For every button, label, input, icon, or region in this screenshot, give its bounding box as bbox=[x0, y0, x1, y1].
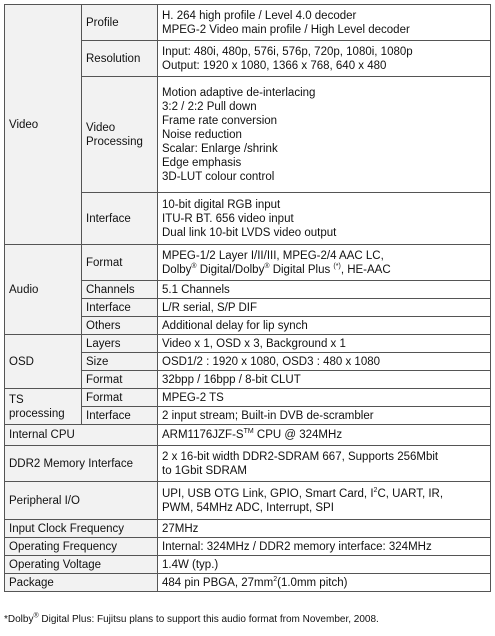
spec-value-internal-cpu bbox=[158, 425, 491, 446]
category-video: Video bbox=[5, 5, 82, 245]
spec-label-audio-interface: Interface bbox=[82, 299, 158, 317]
spec-value-size: OSD1/2 : 1920 x 1080, OSD3 : 480 x 1080 bbox=[158, 353, 491, 371]
spec-value-line: Edge emphasis bbox=[162, 156, 242, 169]
spec-label-audio-format: Format bbox=[82, 245, 158, 281]
spec-value-operating-voltage: 1.4W (typ.) bbox=[158, 556, 491, 574]
spec-label-line: Video bbox=[86, 121, 116, 134]
text-run: Digital Plus: Fujitsu plans to support this audio format from November, 2008. bbox=[38, 614, 379, 625]
table-row bbox=[5, 556, 491, 574]
registered-mark: ® bbox=[33, 612, 39, 620]
spec-value-input-clock: 27MHz bbox=[158, 520, 491, 538]
spec-value-package bbox=[158, 574, 491, 592]
spec-label-layers: Layers bbox=[82, 335, 158, 353]
text-run: (1.0mm pitch) bbox=[277, 576, 348, 589]
category-audio: Audio bbox=[5, 245, 82, 335]
spec-label-resolution: Resolution bbox=[82, 41, 158, 77]
spec-label-package: Package bbox=[5, 574, 158, 592]
spec-label-line: Processing bbox=[86, 135, 143, 148]
spec-value-osd-format: 32bpp / 16bpp / 8-bit CLUT bbox=[158, 371, 491, 389]
spec-value-line: Motion adaptive de-interlacing bbox=[162, 86, 316, 99]
spec-value-peripheral-io bbox=[158, 482, 491, 520]
text-run: 484 pin PBGA, 27mm bbox=[162, 576, 274, 589]
spec-label-peripheral-io: Peripheral I/O bbox=[5, 482, 158, 520]
spec-value-line: Scalar: Enlarge /shrink bbox=[162, 142, 278, 155]
category-line: processing bbox=[9, 407, 65, 420]
footnote bbox=[4, 614, 379, 626]
superscript: 2 bbox=[273, 575, 278, 583]
table-row bbox=[5, 482, 491, 520]
table-row bbox=[5, 446, 491, 482]
table-row bbox=[5, 574, 491, 592]
spec-label-operating-frequency: Operating Frequency bbox=[5, 538, 158, 556]
table-row bbox=[5, 520, 491, 538]
superscript: 2 bbox=[373, 486, 378, 494]
table-row bbox=[5, 335, 491, 353]
table-row bbox=[5, 5, 491, 41]
registered-mark: ® bbox=[191, 262, 197, 270]
table-row bbox=[5, 538, 491, 556]
text-run: CPU @ 324MHz bbox=[253, 429, 343, 441]
spec-value-ts-format: MPEG-2 TS bbox=[158, 389, 491, 407]
spec-value-line: Input: 480i, 480p, 576i, 576p, 720p, 1080i, 1080p bbox=[162, 45, 413, 58]
spec-table bbox=[4, 4, 491, 592]
spec-value-line bbox=[162, 263, 486, 277]
table-row bbox=[5, 245, 491, 281]
trademark-mark: TM bbox=[243, 428, 254, 436]
spec-label-internal-cpu: Internal CPU bbox=[5, 425, 158, 446]
spec-value-line: 10-bit digital RGB input bbox=[162, 198, 281, 211]
spec-label-channels: Channels bbox=[82, 281, 158, 299]
spec-label-video-processing bbox=[82, 77, 158, 193]
spec-value-line bbox=[162, 487, 486, 501]
spec-value-resolution bbox=[158, 41, 491, 77]
spec-label-video-interface: Interface bbox=[82, 193, 158, 245]
spec-value-line: 3:2 / 2:2 Pull down bbox=[162, 100, 257, 113]
spec-value-audio-format bbox=[158, 245, 491, 281]
text-run: , HE-AAC bbox=[340, 263, 391, 276]
spec-label-input-clock: Input Clock Frequency bbox=[5, 520, 158, 538]
spec-value-video-interface bbox=[158, 193, 491, 245]
category-ts-processing bbox=[5, 389, 82, 425]
spec-value-ddr2 bbox=[158, 446, 491, 482]
table-row bbox=[5, 425, 491, 446]
table-row bbox=[5, 389, 491, 407]
spec-label-ddr2: DDR2 Memory Interface bbox=[5, 446, 158, 482]
spec-label-size: Size bbox=[82, 353, 158, 371]
spec-value-layers: Video x 1, OSD x 3, Background x 1 bbox=[158, 335, 491, 353]
spec-label-operating-voltage: Operating Voltage bbox=[5, 556, 158, 574]
spec-value-line: MPEG-1/2 Layer I/II/III, MPEG-2/4 AAC LC, bbox=[162, 249, 384, 262]
spec-value-operating-frequency: Internal: 324MHz / DDR2 memory interface: 324MHz bbox=[158, 538, 491, 556]
category-line: TS bbox=[9, 393, 24, 406]
text-run: C, UART, IR, bbox=[377, 487, 444, 500]
spec-value-video-processing bbox=[158, 77, 491, 193]
text-run: Digital/Dolby bbox=[196, 263, 265, 276]
spec-value-others: Additional delay for lip synch bbox=[158, 317, 491, 335]
text-run: *Dolby bbox=[4, 614, 34, 625]
spec-value-channels: 5.1 Channels bbox=[158, 281, 491, 299]
text-run: UPI, USB OTG Link, GPIO, Smart Card, I bbox=[162, 487, 374, 500]
spec-value-line: Noise reduction bbox=[162, 128, 242, 141]
spec-label-ts-format: Format bbox=[82, 389, 158, 407]
spec-label-osd-format: Format bbox=[82, 371, 158, 389]
text-run: Dolby bbox=[162, 263, 192, 276]
spec-label-ts-interface: Interface bbox=[82, 407, 158, 425]
spec-value-line: 2 x 16-bit width DDR2-SDRAM 667, Supports 256Mbit bbox=[162, 450, 439, 463]
spec-label-others: Others bbox=[82, 317, 158, 335]
footnote-marker: (*) bbox=[333, 262, 341, 270]
spec-value-ts-interface: 2 input stream; Built-in DVB de-scrambler bbox=[158, 407, 491, 425]
spec-value-line: MPEG-2 Video main profile / High Level decoder bbox=[162, 23, 410, 36]
spec-value-line: Output: 1920 x 1080, 1366 x 768, 640 x 480 bbox=[162, 59, 387, 72]
registered-mark: ® bbox=[264, 262, 270, 270]
spec-value-line: ITU-R BT. 656 video input bbox=[162, 212, 294, 225]
spec-value-line: to 1Gbit SDRAM bbox=[162, 464, 247, 477]
spec-value-audio-interface: L/R serial, S/P DIF bbox=[158, 299, 491, 317]
spec-value-line: H. 264 high profile / Level 4.0 decoder bbox=[162, 9, 357, 22]
text-run: Digital Plus bbox=[269, 263, 334, 276]
spec-value-line: Dual link 10-bit LVDS video output bbox=[162, 226, 337, 239]
text-run: ARM1176JZF-S bbox=[162, 429, 244, 441]
category-osd: OSD bbox=[5, 335, 82, 389]
spec-value-line: 3D-LUT colour control bbox=[162, 170, 275, 183]
spec-value-profile bbox=[158, 5, 491, 41]
spec-label-profile: Profile bbox=[82, 5, 158, 41]
spec-value-line: Frame rate conversion bbox=[162, 114, 278, 127]
spec-value-line: PWM, 54MHz ADC, Interrupt, SPI bbox=[162, 501, 334, 514]
